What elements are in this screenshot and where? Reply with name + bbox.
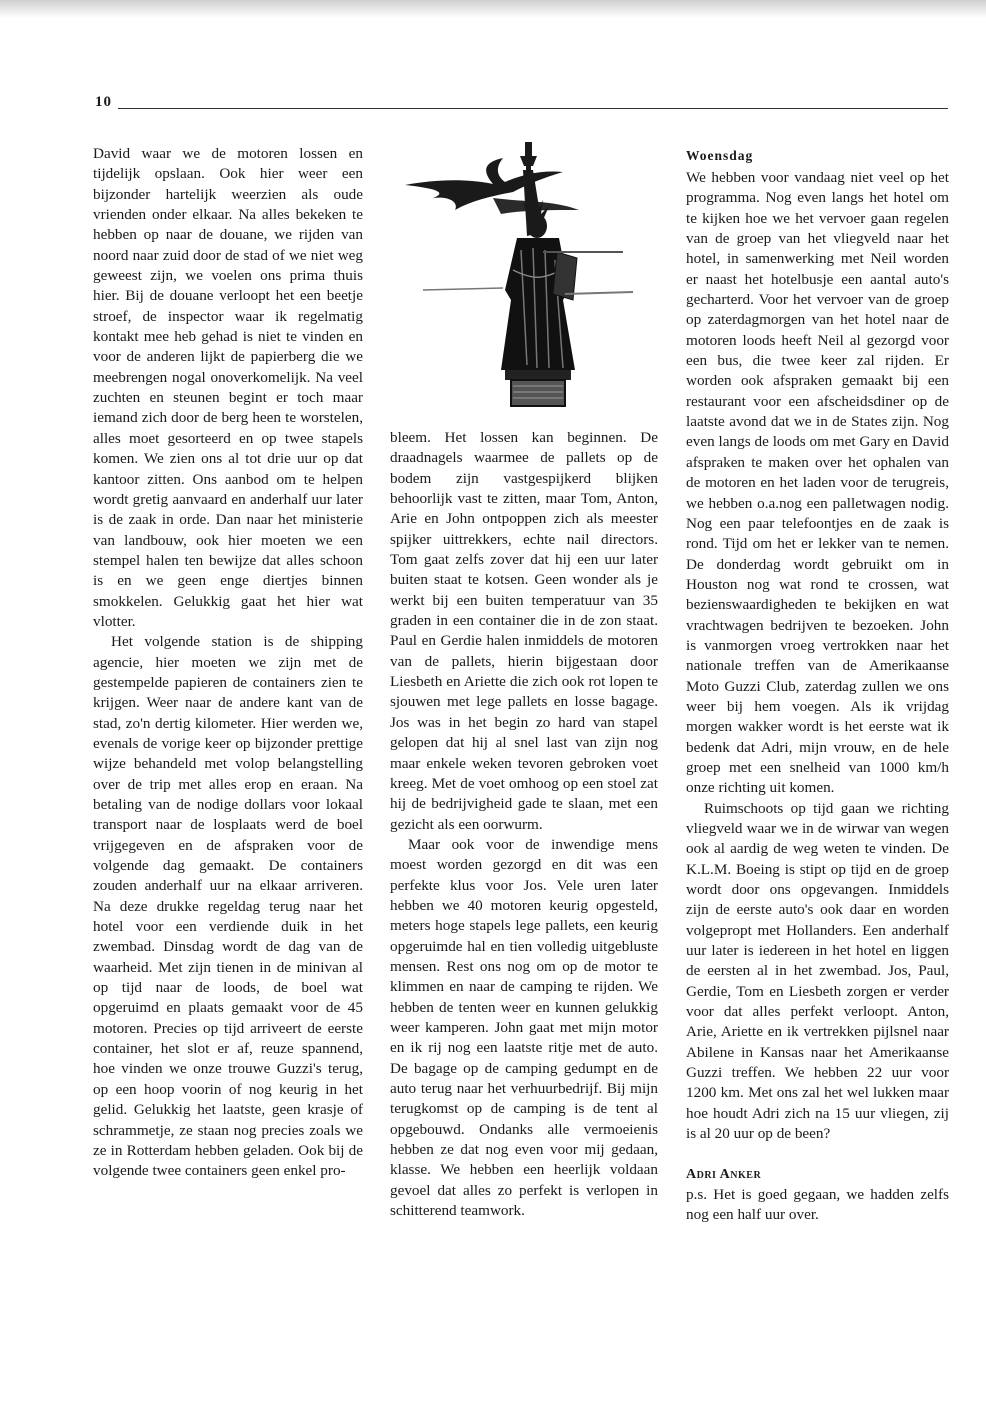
section-heading: Woensdag: [686, 148, 754, 163]
statue-of-liberty-icon: [393, 140, 663, 415]
column-middle: [390, 428, 658, 1221]
paragraph: Maar ook voor de inwendige mens moest worden gezorgd en dit was een perfekte klus voor Jos. Vele uren later hebben we 40 motoren keurig opgesteld, meters hoge stapels lege pallets, een keurig opgeruimde hal en tien volledig uitgebluste mensen. Rest ons nog om op de motor te klimmen en naar de camping te rijden. We hebben de tenten weer en kunnen gelukkig weer kamperen. John gaat met mijn motor en ik rij nog een laatste ritje met de auto. De bagage op de camping gedumpt en de auto terug naar het verhuurbedrijf. Bij mijn terugkomst op de camping is de tent al opgebouwd. Ondanks alle vermoeienis hebben ze dat nog even voor mij gedaan, klasse. We hebben een heerlijk voldaan gevoel dat alles zo perfekt is verlopen in schitterend teamwork.: [390, 835, 658, 1220]
column-right: [686, 144, 949, 1225]
paragraph: bleem. Het lossen kan beginnen. De draadnagels waarmee de pallets op de bodem zijn vastgespijkerd blijken behoorlijk vast te zitten, maar Tom, Anton, Arie en John ontpoppen zich als meester spijker uittrekkers, echte nail directors. Tom gaat zelfs zover dat hij een uur later buiten staat te kotsen. Geen wonder als je werkt bij een buiten temperatuur van 35 graden in een container die in de zon staat. Paul en Gerdie halen inmiddels de motoren van de pallets, hierin bijgestaan door Liesbeth en Ariette die zich ook rot lopen te sjouwen met lege pallets en losse bagage. Jos was in het begin zo hard van stapel gelopen dat hij al snel last van zijn nog maar enkele weken tevoren gebroken voet kreeg. Met de voet omhoog op een stoel zat hij de bedrijvigheid gade te slaan, met een gezicht als een oorwurm.: [390, 429, 658, 833]
header-rule: [118, 108, 948, 109]
page-number: 10: [95, 94, 112, 110]
author-signature: Adri Anker: [686, 1166, 762, 1182]
paragraph: Ruimschoots op tijd gaan we richting vliegveld waar we in de wirwar van wegen ook al aardig de weg weten te vinden. De K.L.M. Boeing is stipt op tijd en de groep wordt door ons opgevangen. Inmiddels zijn de eerste auto's ook daar en worden volgepropt met Hollanders. Een anderhalf uur later is iedereen in het hotel en liggen de eersten al in het zwembad. Jos, Paul, Gerdie, Tom en Liesbeth zorgen er verder voor dat alles perfekt verloopt. Anton, Arie, Ariette en ik vertrekken pijlsnel naar Abilene in Kansas naar het Amerikaanse Guzzi treffen. We hebben 22 uur voor 1200 km. Met ons zal het wel lukken maar hoe houdt Adri zich na 15 uur vliegen, zij is al 20 uur op de been?: [686, 799, 949, 1143]
paragraph: Het volgende station is de shipping agencie, hier moeten we zijn met de gestempelde papieren de containers zien te krijgen. Weer naar de andere kant van de stad, zo'n dertig kilometer. Hier werden we, evenals de vorige keer op bijzonder prettige wijze behandeld met volop belangstelling over de trip met alles erop en eraan. Na betaling van de nodige dollars voor lokaal transport naar de losplaats werd de boel vrijgegeven en de afspraken voor de volgende dag gemaakt. De containers zouden anderhalf uur na elkaar arriveren. Na deze drukke regeldag terug naar het hotel voor een verdiende duik in het zwembad. Dinsdag wordt de dag van de waarheid. Met zijn tienen in de minivan al op tijd naar de loods, de boel wat opgeruimd en plaats gemaakt voor de 45 motoren. Precies op tijd arriveert de eerste container, het slot er af, reuze spannend, hoe vinden we onze trouwe Guzzi's terug, op een hoop voorin of nog keurig in het gelid. Gelukkig het laatste, geen krasje of schrammetje, ze staan nog precies zoals we ze in Rotterdam hebben geladen. Ook bij de volgende twee containers geen enkel pro-: [93, 633, 363, 1180]
postscript: p.s. Het is goed gegaan, we hadden zelfs nog een half uur over.: [686, 1185, 949, 1223]
scan-top-edge: [0, 0, 986, 18]
column-left: [93, 144, 363, 1182]
paragraph: We hebben voor vandaag niet veel op het programma. Nog even langs het hotel om te kijken hoe we het vervoer gaan regelen van de groep van het vliegveld naar het hotel, in samenwerking met Neil worden er naast het hotelbusje een aantal auto's gecharterd. Voor het vervoer van de groep op zaterdagmorgen van het hotel naar de motoren loods heeft Neil al gezorgd voor een bus, die twee keer zal rijden. Er worden ook afspraken gemaakt bij een restaurant voor een afscheidsdiner op de laatste avond dat we in de States zijn. Nog even langs de loods om met Gary en David afspraken te maken over het ophalen van de motoren en het laden voor de terugreis, we hebben o.a.nog een palletwagen nodig. Nog een paar telefoontjes en de zaak is rond. Tijd om het er lekker van te nemen. De donderdag wordt gebruikt om in Houston nog wat rond te crossen, wat bezienswaardigheden te bekijken en wat vrachtwagen bedrijven te bezoeken. John is vanmorgen vroeg vertrokken naar het nationale treffen van de Amerikaanse Moto Guzzi Club, zaterdag zullen we ons weer bij hem voegen. Als ik vrijdag morgen wakker wordt is het eerste wat ik bedenk dat Adri, mijn vrouw, en de hele groep met een snelheid van 1000 km/h onze richting uit komen.: [686, 169, 949, 797]
paragraph: David waar we de motoren lossen en tijdelijk opslaan. Ook hier weer een bijzonder hartelijk weerzien als oude vrienden onder elkaar. Na alles bekeken te hebben op naar de douane, we rijden van noord naar zuid door de stad of we niet weg geweest zijn, we voelen ons prima thuis hier. Bij de douane verloopt het een beetje stroef, de inspector waar ik regelmatig kontakt mee heb gehad is niet te vinden en voor de anderen lijkt de papierberg die we meebrengen nogal onoverkomelijk. Na veel zuchten en steunen begint er toch maar iemand zich door de berg heen te worstelen, alles moet gesorteerd en op twee stapels komen. We zien ons al tot drie uur op dat kantoor zitten. Ons aanbod om te helpen wordt gretig aanvaard en anderhalf uur later is de zaak in orde. Dan naar het ministerie van landbouw, ook hier moeten we een stempel halen ten bewijze dat alles schoon is en we geen enge diertjes binnen smokkelen. Gelukkig gaat het hier wat vlotter.: [93, 145, 363, 630]
